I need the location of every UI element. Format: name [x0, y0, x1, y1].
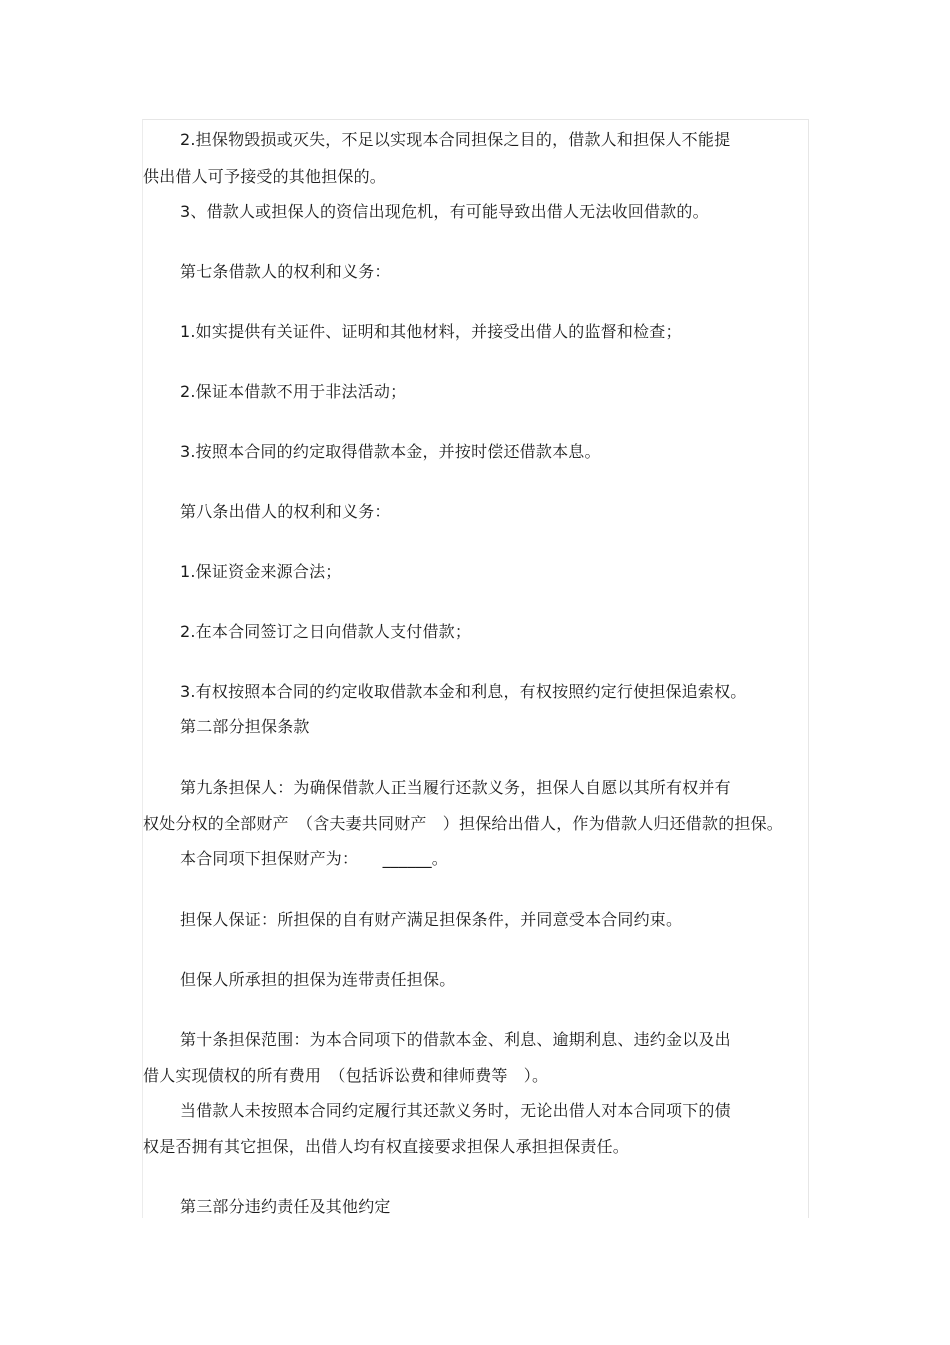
clause-9-line-1: 第九条担保人：为确保借款人正当履行还款义务，担保人自愿以其所有权并有 [180, 778, 731, 797]
clause-7-item-3: 3.按照本合同的约定取得借款本金，并按时偿还借款本息。 [180, 442, 601, 461]
clause-8-heading: 第八条出借人的权利和义务： [180, 502, 391, 521]
clause-7-item-1: 1.如实提供有关证件、证明和其他材料，并接受出借人的监督和检查； [180, 322, 682, 341]
part-3-heading: 第三部分违约责任及其他约定 [180, 1197, 391, 1216]
guarantee-property-line: 本合同项下担保财产为： ______。 [180, 849, 449, 868]
clause-6-item-2-line-2: 供出借人可予接受的其他担保的。 [143, 167, 387, 186]
clause-6-item-2-line-1: 2.担保物毁损或灭失，不足以实现本合同担保之目的，借款人和担保人不能提 [180, 130, 731, 149]
clause-10-line-1: 第十条担保范围：为本合同项下的借款本金、利息、逾期利息、违约金以及出 [180, 1030, 731, 1049]
clause-8-item-1: 1.保证资金来源合法； [180, 562, 342, 581]
clause-9-line-2: 权处分权的全部财产 （含夫妻共同财产 ）担保给出借人，作为借款人归还借款的担保。 [143, 814, 784, 833]
clause-7-item-2: 2.保证本借款不用于非法活动； [180, 382, 407, 401]
clause-10-line-2: 借人实现债权的所有费用 （包括诉讼费和律师费等 ）。 [143, 1066, 549, 1085]
default-clause-line-2: 权是否拥有其它担保，出借人均有权直接要求担保人承担担保责任。 [143, 1137, 630, 1156]
clause-8-item-2: 2.在本合同签订之日向借款人支付借款； [180, 622, 472, 641]
default-clause-line-1: 当借款人未按照本合同约定履行其还款义务时，无论出借人对本合同项下的债 [180, 1101, 731, 1120]
clause-7-heading: 第七条借款人的权利和义务： [180, 262, 391, 281]
guarantor-warranty: 担保人保证：所担保的自有财产满足担保条件，并同意受本合同约束。 [180, 910, 683, 929]
clause-6-item-3: 3、借款人或担保人的资信出现危机，有可能导致出借人无法收回借款的。 [180, 202, 709, 221]
page-frame [142, 119, 809, 1218]
joint-liability-line: 但保人所承担的担保为连带责任担保。 [180, 970, 456, 989]
clause-8-item-3: 3.有权按照本合同的约定收取借款本金和利息，有权按照约定行使担保追索权。 [180, 682, 747, 701]
part-2-heading: 第二部分担保条款 [180, 717, 310, 736]
